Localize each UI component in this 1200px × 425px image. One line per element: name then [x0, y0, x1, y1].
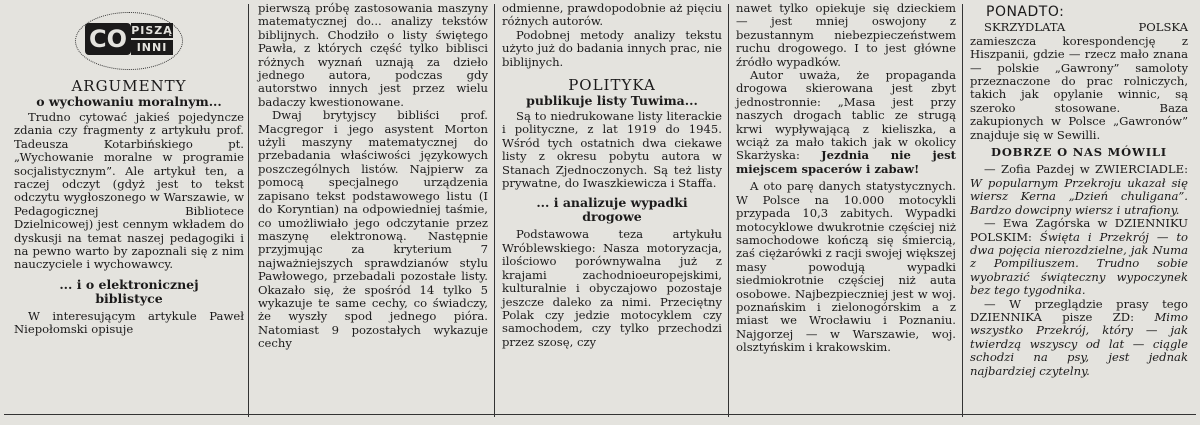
column-2 [258, 2, 488, 351]
paragraph-text: — W przeglądzie prasy tego DZIENNIKA pisze ZD: [970, 296, 1188, 324]
column-divider [962, 4, 963, 417]
column-4 [736, 2, 956, 355]
column-divider [728, 4, 729, 417]
paragraph: Podobnej metody analizy tekstu użyto już do badania innych prac, nie biblijnych. [502, 27, 722, 69]
italic-quote: Mimo wszystko Przekrój, który — jak twierdzą wszyscy od lat — ciągle schodzi na psy, jest jednak najbardziej czytelny. [970, 309, 1188, 378]
bottom-rule [4, 414, 1196, 415]
paragraph [970, 163, 1188, 217]
paragraph-text: — Ewa Zagórska w DZIENNIKU POLSKIM: [970, 216, 1188, 244]
subtitle-biblistyka: ... i o elektronicznej biblistyce [59, 276, 199, 306]
paragraph [970, 217, 1188, 297]
column-3 [502, 2, 722, 349]
paragraph: SKRZYDLATA POLSKA zamieszcza korespondencję z Hiszpanii, gdzie — rzecz mało znana — polskie „Gawrony” samoloty przeznaczone do prac rolniczych, takich jak opylanie winnic, są szeroko stosowane. Baza zakupionych w Polsce „Gawronów” znajduje się w Sewilli. [970, 20, 1188, 142]
subtitle-wypadki: ... i analizuje wypadki drogowe [536, 195, 688, 225]
column-divider [248, 4, 249, 417]
logo-inni: INNI [131, 40, 173, 55]
paragraph: nawet tylko opiekuje się dzieckiem — jest mniej oswojony z bezustannym niebezpieczeństwem ruchu drogowego. I to jest główne źródło wypadków. [736, 1, 956, 69]
paragraph: odmienne, prawdopodobnie aż pięciu różnych autorów. [502, 1, 722, 29]
section-title-polityka: POLITYKA [568, 76, 656, 95]
italic-quote: Święta i Przekrój — to dwa pojęcia nierozdzielne, jak Numa z Pompiliuszem. Trudno sobie wyobrazić świąteczny wypoczynek bez tego tygodnika. [970, 229, 1188, 298]
paragraph: Podstawowa teza artykułu Wróblewskiego: Nasza motoryzacja, ilościowo porównywalna już z krajami zachodnioeuropejskimi, kulturalnie i obyczajowo pozostaje jeszcze daleko za nimi. Przeciętny Polak czy jedzie motocyklem czy samochodem, czy tylko przechodzi przez szosę, czy [502, 227, 722, 349]
paragraph-text: — Zofia Pazdej w ZWIERCIADLE: [984, 162, 1188, 177]
italic-quote: W popularnym Przekroju ukazał się wiersz Kerna „Dzień chuligana”. Bardzo dowcipny wiersz i utrafiony. [970, 175, 1188, 217]
paragraph: Dwaj brytyjscy bibliści prof. Macgregor i jego asystent Morton użyli maszyny matematycznej do przebadania właściwości językowych poszczególnych listów. Najpierw za pomocą specjalnego urządzenia zapisano tekst podstawowego listu (I do Koryntian) na odpowiedniej taśmie, co umożliwiało jego odczytanie przez maszynę elektronową. Następnie przyjmując za kryterium 7 najważniejszych sprawdzianów stylu Pawłowego, przebadali pozostałe listy. Okazało się, że spośród 14 tylko 5 wykazuje te same cechy, co świadczy, że wyszły spod jednego pióra. Natomiast 9 pozostałych wykazuje cechy [258, 108, 488, 351]
ponadto-title: PONADTO: [986, 4, 1065, 20]
subtitle-tuwim: publikuje listy Tuwima... [526, 93, 698, 109]
paragraph: A oto parę danych statystycznych. W Polsce na 10.000 motocykli przypada 10,3 zabitych. Wypadki motocyklowe dwukrotnie częściej niż samochodowe kończą się śmiercią, zaś ciężarówki z racji swojej większej masy powodują wypadki siedmiokrotnie częściej niż auta osobowe. Najbezpieczniej jest w woj. poznańskim i zielonogórskim a z miast we Wrocławiu i Poznaniu. Najgorzej — w Warszawie, woj. olsztyńskim i krakowskim. [736, 179, 956, 355]
logo-pisza: PISZĄ [131, 24, 173, 37]
paragraph-text: Autor uważa, że propaganda drogowa skierowana jest zbyt jednostronnie: „Masa jest przy naszych drogach tablic ze strugą krwi wypływającą z kieliszka, a wciąż za mało takich jak w okolicy Skarżyska: [736, 68, 956, 163]
column-5 [970, 4, 1188, 378]
paragraph: W interesującym artykule Paweł Niepołomski opisuje [14, 308, 244, 337]
bold-quote: Jezdnia nie jest miejscem spacerów i zabaw! [736, 148, 957, 176]
paragraph [970, 298, 1188, 378]
logo-co: CO [85, 23, 131, 55]
paragraph: Są to niedrukowane listy literackie i polityczne, z lat 1919 do 1945. Wśród tych ostatnich dwa ciekawe listy z okresu pobytu autora w Stanach Zjednoczonych. Są też listy prywatne, do Iwaszkiewicza i Staffa. [502, 109, 722, 191]
paragraph: Trudno cytować jakieś pojedyncze zdania czy fragmenty z artykułu prof. Tadeusza Kotarbińskiego pt. „Wychowanie moralne w programie socjalistycznym”. Ale artykuł ten, a raczej odczyt (gdyż jest to tekst odczytu wygłoszonego w Warszawie, w Pedagogicznej Bibliotece Dzielnicowej) jest cennym wkładem do dyskusji na temat naszej pedagogiki i na pewno warto by zapoznali się z nim nauczyciele i wychowawcy. [14, 110, 244, 272]
subtitle-wychowanie: o wychowaniu moralnym... [36, 94, 222, 109]
section-title-argumenty: ARGUMENTY [71, 77, 187, 95]
paragraph: pierwszą próbę zastosowania maszyny matematycznej do... analizy tekstów biblijnych. Chodziło o listy świętego Pawła, z których część tylko biblisci różnych wyznań uznają za dzieło jednego autora, podczas gdy autorstwo innych jest przez wielu badaczy kwestionowane. [258, 1, 488, 109]
subtitle-dobrze-o-nas: DOBRZE O NAS MÓWILI [991, 145, 1167, 160]
paragraph [736, 69, 956, 176]
co-pisza-inni-logo [75, 12, 183, 70]
column-divider [494, 4, 495, 417]
column-1 [14, 6, 244, 337]
